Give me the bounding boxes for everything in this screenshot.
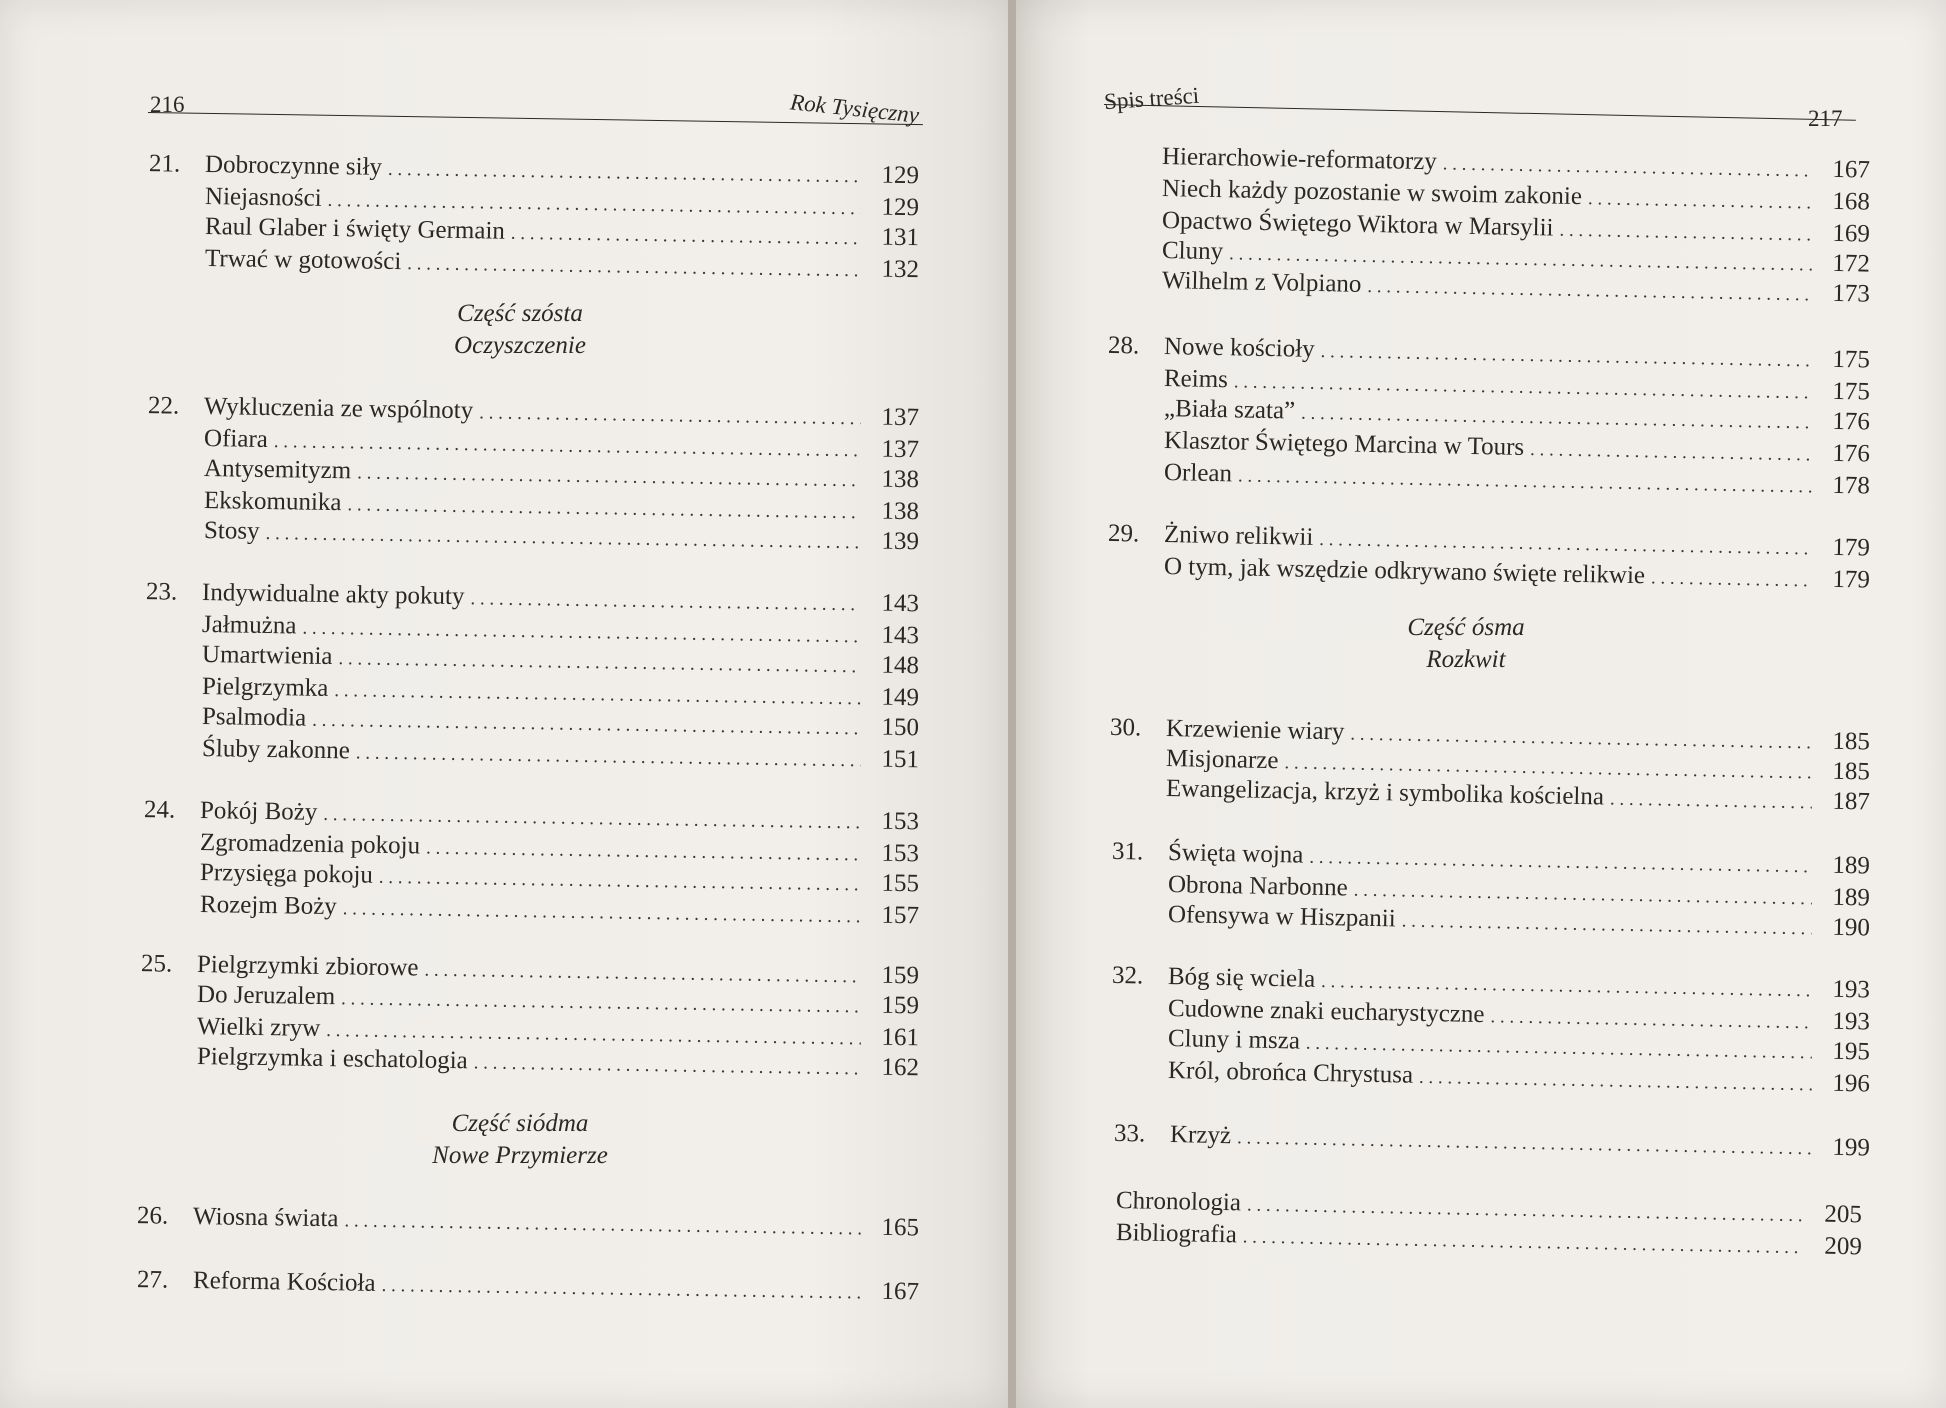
- entry-title: Cudowne znaki eucharystyczne: [1167, 995, 1485, 1029]
- entry-title: Śluby zakonne: [201, 735, 351, 765]
- entry-title: Pokój Boży: [199, 797, 318, 826]
- entry-page-number: 179: [1832, 533, 1871, 562]
- entry-page-number: 155: [881, 869, 920, 898]
- chapter-number: 25.: [140, 950, 173, 978]
- entry-page-number: 157: [881, 901, 920, 930]
- dot-leader: [356, 738, 862, 776]
- entry-page-number: 169: [1832, 219, 1871, 248]
- chapter-number: 23.: [145, 578, 178, 606]
- entry-page-number: 175: [1832, 377, 1871, 406]
- dot-leader: [1237, 1123, 1812, 1164]
- entry-title: Trwać w gotowości: [204, 245, 402, 276]
- chapter-number: 29.: [1107, 519, 1140, 548]
- entry-title: Krzyż: [1169, 1121, 1232, 1150]
- dot-leader: [1401, 906, 1812, 944]
- entry-title: Klasztor Świętego Marcina w Tours: [1163, 427, 1525, 461]
- entry-page-number: 161: [881, 1023, 920, 1052]
- entry-page-number: 189: [1832, 883, 1871, 912]
- dot-leader: [1419, 1063, 1812, 1101]
- entry-page-number: 148: [881, 651, 920, 680]
- entry-title: Opactwo Świętego Wiktora w Marsylii: [1161, 207, 1554, 242]
- entry-title: Stosy: [203, 517, 260, 545]
- entry-page-number: 137: [881, 435, 920, 464]
- entry-title: Orlean: [1163, 459, 1233, 488]
- chapter-entry: [136, 1202, 920, 1245]
- entry-title: Do Jeruzalem: [196, 981, 336, 1011]
- entry-page-number: 190: [1832, 913, 1871, 942]
- entry-page-number: 150: [881, 713, 920, 742]
- page-number: 217: [1808, 106, 1843, 131]
- entry-page-number: 139: [881, 527, 920, 556]
- chapter-number: 31.: [1111, 837, 1144, 866]
- entry-title: Raul Glaber i święty Germain: [204, 213, 506, 245]
- part-label: Część siódma: [451, 1110, 589, 1137]
- entry-page-number: 205: [1824, 1200, 1863, 1229]
- chapter-number: 26.: [136, 1202, 169, 1230]
- chapter-number: 30.: [1109, 713, 1142, 742]
- entry-page-number: 167: [1832, 155, 1871, 184]
- entry-page-number: 153: [881, 839, 920, 868]
- chapter-number: 27.: [136, 1266, 169, 1294]
- entry-title: Ofensywa w Hiszpanii: [1167, 901, 1396, 933]
- dot-leader: [344, 1206, 861, 1244]
- entry-title: Indywidualne akty pokuty: [201, 579, 465, 611]
- part-heading: [350, 1108, 690, 1172]
- entry-page-number: 176: [1832, 407, 1871, 436]
- entry-page-number: 189: [1832, 851, 1871, 880]
- header-rule: [1104, 104, 1856, 121]
- page-number: 216: [150, 92, 185, 117]
- entry-title: Niejasności: [204, 183, 322, 212]
- entry-page-number: 178: [1832, 471, 1871, 500]
- entry-title: Zgromadzenia pokoju: [199, 829, 421, 860]
- entry-title: Psalmodia: [201, 703, 307, 732]
- entry-page-number: 153: [881, 807, 920, 836]
- running-head: Rok Tysięczny: [789, 89, 921, 128]
- entry-title: „Biała szata”: [1163, 395, 1296, 425]
- entry-title: Pielgrzymki zbiorowe: [196, 951, 419, 982]
- chapter-number: 24.: [143, 796, 176, 824]
- entry-title: Umartwienia: [201, 641, 333, 671]
- part-heading: [370, 298, 670, 362]
- entry-page-number: 196: [1832, 1069, 1871, 1098]
- chapter-number: 21.: [148, 150, 181, 178]
- entry-title: Ofiara: [203, 425, 269, 454]
- running-head: Spis treści: [1103, 82, 1200, 115]
- entry-page-number: 138: [881, 497, 920, 526]
- part-name: Oczyszczenie: [454, 332, 586, 359]
- part-heading: [1316, 612, 1616, 676]
- dot-leader: [473, 1048, 861, 1084]
- entry-page-number: 185: [1832, 727, 1871, 756]
- entry-page-number: 165: [881, 1213, 920, 1242]
- entry-page-number: 173: [1832, 279, 1871, 308]
- chapter-number: 32.: [1111, 961, 1144, 990]
- dot-leader: [1651, 563, 1812, 596]
- entry-title: Bóg się wciela: [1167, 963, 1316, 993]
- entry-page-number: 185: [1832, 757, 1871, 786]
- entry-title: Wielki zryw: [196, 1013, 321, 1042]
- entry-title: Wykluczenia ze wspólnoty: [203, 393, 474, 425]
- dot-leader: [407, 249, 861, 286]
- entry-title: Święta wojna: [1167, 839, 1304, 869]
- entry-page-number: 199: [1832, 1133, 1871, 1162]
- right-page: [1016, 0, 1946, 1408]
- entry-title: Hierarchowie-reformatorzy: [1161, 143, 1438, 176]
- entry-title: Krzewienie wiary: [1165, 715, 1345, 746]
- entry-title: Nowe kościoły: [1163, 333, 1315, 363]
- chapter-number: 28.: [1107, 331, 1140, 360]
- entry-title: Reforma Kościoła: [192, 1267, 376, 1297]
- entry-title: Obrona Narbonne: [1167, 871, 1349, 902]
- dot-leader: [381, 1271, 861, 1309]
- entry-title: Bibliografia: [1115, 1219, 1238, 1249]
- dot-leader: [1610, 785, 1813, 819]
- entry-title: Jałmużna: [201, 611, 297, 640]
- entry-page-number: 162: [881, 1053, 920, 1082]
- entry-page-number: 179: [1832, 565, 1871, 594]
- entry-page-number: 167: [881, 1277, 920, 1306]
- entry-title: Pielgrzymka i eschatologia: [196, 1043, 468, 1075]
- dot-leader: [1588, 184, 1813, 218]
- entry-title: Reims: [1163, 365, 1229, 394]
- chapter-number: 22.: [147, 392, 180, 420]
- entry-page-number: 176: [1832, 439, 1871, 468]
- part-label: Część ósma: [1407, 614, 1525, 641]
- part-name: Nowe Przymierze: [432, 1142, 608, 1169]
- entry-page-number: 129: [881, 161, 920, 190]
- entry-page-number: 143: [881, 589, 920, 618]
- entry-page-number: 168: [1832, 187, 1871, 216]
- entry-page-number: 149: [881, 683, 920, 712]
- entry-page-number: 159: [881, 991, 920, 1020]
- entry-page-number: 151: [881, 745, 920, 774]
- entry-title: Cluny: [1161, 237, 1224, 266]
- dot-leader: [1367, 272, 1812, 311]
- entry-title: Chronologia: [1115, 1187, 1242, 1217]
- entry-title: Ekskomunika: [203, 487, 342, 517]
- dot-leader: [265, 519, 861, 558]
- entry-title: Misjonarze: [1165, 745, 1279, 775]
- dot-leader: [343, 894, 862, 932]
- entry-page-number: 138: [881, 465, 920, 494]
- entry-title: O tym, jak wszędzie odkrywano święte relikwie: [1163, 553, 1646, 590]
- entry-title: Pielgrzymka: [201, 673, 329, 702]
- chapter-number: 33.: [1113, 1119, 1146, 1148]
- entry-page-number: 193: [1832, 975, 1871, 1004]
- entry-page-number: 209: [1824, 1232, 1863, 1261]
- entry-page-number: 175: [1832, 345, 1871, 374]
- entry-title: Dobroczynne siły: [204, 151, 383, 181]
- part-name: Rozkwit: [1426, 646, 1506, 673]
- entry-title: Rozejm Boży: [199, 891, 337, 921]
- part-label: Część szósta: [457, 300, 583, 327]
- entry-title: Antysemityzm: [203, 455, 352, 485]
- entry-page-number: 143: [881, 621, 920, 650]
- entry-page-number: 193: [1832, 1007, 1871, 1036]
- entry-title: Przysięga pokoju: [199, 859, 374, 889]
- entry-page-number: 137: [881, 403, 920, 432]
- entry-title: Ewangelizacja, krzyż i symbolika kościelna: [1165, 775, 1605, 811]
- entry-page-number: 159: [881, 961, 920, 990]
- entry-page-number: 172: [1832, 249, 1871, 278]
- entry-title: Wilhelm z Volpiano: [1161, 267, 1362, 298]
- entry-page-number: 195: [1832, 1037, 1871, 1066]
- entry-page-number: 132: [881, 255, 920, 284]
- entry-page-number: 187: [1832, 787, 1871, 816]
- entry-page-number: 131: [881, 223, 920, 252]
- entry-title: Cluny i msza: [1167, 1025, 1301, 1055]
- chapter-entry: [136, 1266, 920, 1309]
- entry-page-number: 129: [881, 193, 920, 222]
- entry-title: Król, obrońca Chrystusa: [1167, 1057, 1414, 1089]
- entry-title: Niech każdy pozostanie w swoim zakonie: [1161, 175, 1583, 211]
- entry-title: Wiosna świata: [192, 1203, 339, 1233]
- chapter-entry: [1113, 1119, 1871, 1165]
- entry-title: Żniwo relikwii: [1163, 521, 1314, 551]
